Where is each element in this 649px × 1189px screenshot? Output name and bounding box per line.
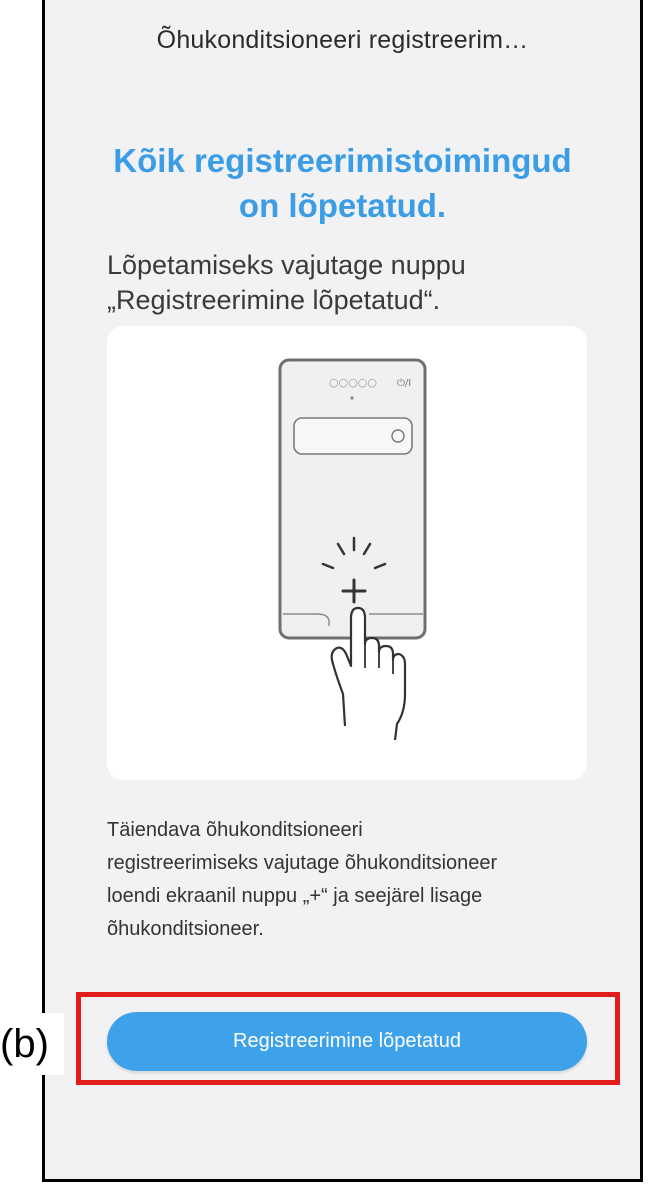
instruction-line-1: Lõpetamiseks vajutage nuppu: [107, 250, 466, 280]
annotation-label: (b): [0, 1013, 64, 1075]
additional-info-text: [107, 814, 610, 946]
note-line-3: loendi ekraanil nuppu „+“ ja seejärel lisage: [107, 885, 483, 907]
instruction-line-2: „Registreerimine lõpetatud“.: [107, 285, 441, 315]
page-title: Õhukonditsioneeri registreerim…: [156, 26, 529, 54]
note-line-4: õhukonditsioneer.: [107, 918, 264, 940]
device-press-plus-icon: [107, 326, 587, 780]
power-icon: ⏻/I: [397, 378, 412, 389]
note-line-1: Täiendava õhukonditsioneeri: [107, 819, 363, 841]
completion-headline: [45, 138, 640, 228]
highlight-annotation-box: [76, 992, 620, 1085]
device-illustration: [107, 326, 587, 780]
note-line-2: registreerimiseks vajutage õhukonditsioneer: [107, 852, 498, 874]
headline-line-2: on lõpetatud.: [238, 187, 447, 224]
headline-line-1: Kõik registreerimistoimingud: [113, 142, 572, 179]
instruction-text: [107, 248, 620, 318]
registration-complete-button[interactable]: Registreerimine lõpetatud: [107, 1012, 587, 1071]
device-display: [294, 418, 412, 454]
indicator-led: [350, 396, 353, 399]
indicator-dots: ○○○○○: [329, 376, 377, 389]
